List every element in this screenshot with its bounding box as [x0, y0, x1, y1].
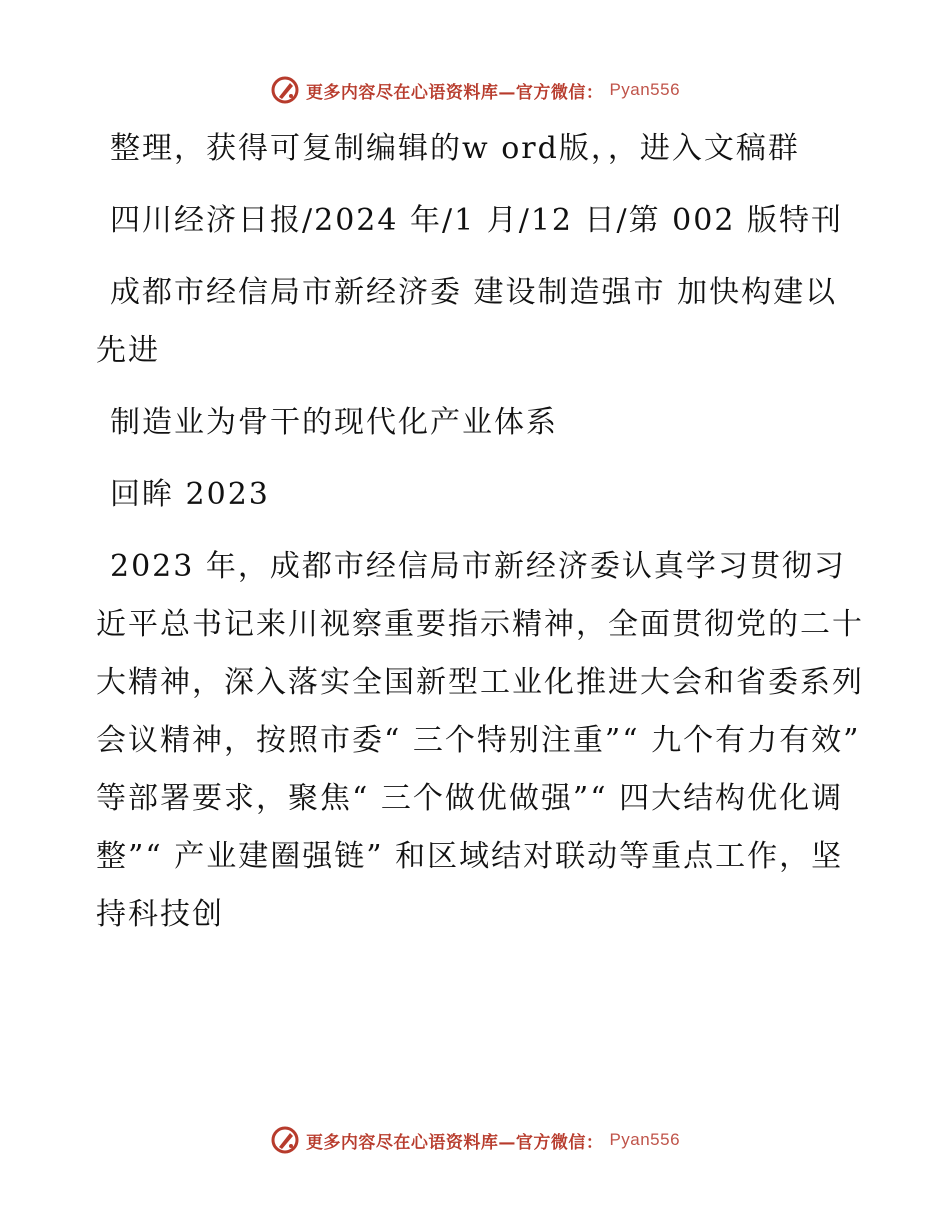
paragraph-body: 2023 年，成都市经信局市新经济委认真学习贯彻习近平总书记来川视察重要指示精神，全面贯彻党的二十大精神，深入落实全国新型工业化推进大会和省委系列会议精神，按照市委“ 三个特别注重”“ 九个有力有效” 等部署要求，聚焦“ 三个做优做强”“ 四大结构优化调整”“ 产业建圈强链” 和区域结对联动等重点工作，坚持科技创	[96, 549, 864, 932]
header-banner-text: 更多内容尽在心语资料库—官方微信：	[305, 82, 604, 103]
document-body	[96, 120, 866, 944]
pen-logo-icon	[270, 1125, 300, 1155]
paragraph-source: 四川经济日报/2024 年/1 月/12 日/第 002 版特刊	[110, 203, 843, 238]
header-wechat-id: Pyan556	[609, 80, 681, 99]
header-banner	[0, 70, 950, 110]
paragraph-intro: 整理，获得可复制编辑的w ord版，，进入文稿群	[110, 131, 800, 166]
footer-banner-text: 更多内容尽在心语资料库—官方微信：	[305, 1132, 604, 1153]
pen-logo-icon	[270, 75, 300, 105]
footer-banner	[0, 1120, 950, 1160]
paragraph-headline: 成都市经信局市新经济委 建设制造强市 加快构建以先进	[96, 275, 838, 368]
paragraph-section-title: 回眸 2023	[110, 477, 270, 512]
paragraph-headline-cont: 制造业为骨干的现代化产业体系	[110, 405, 558, 440]
footer-wechat-id: Pyan556	[609, 1130, 681, 1149]
